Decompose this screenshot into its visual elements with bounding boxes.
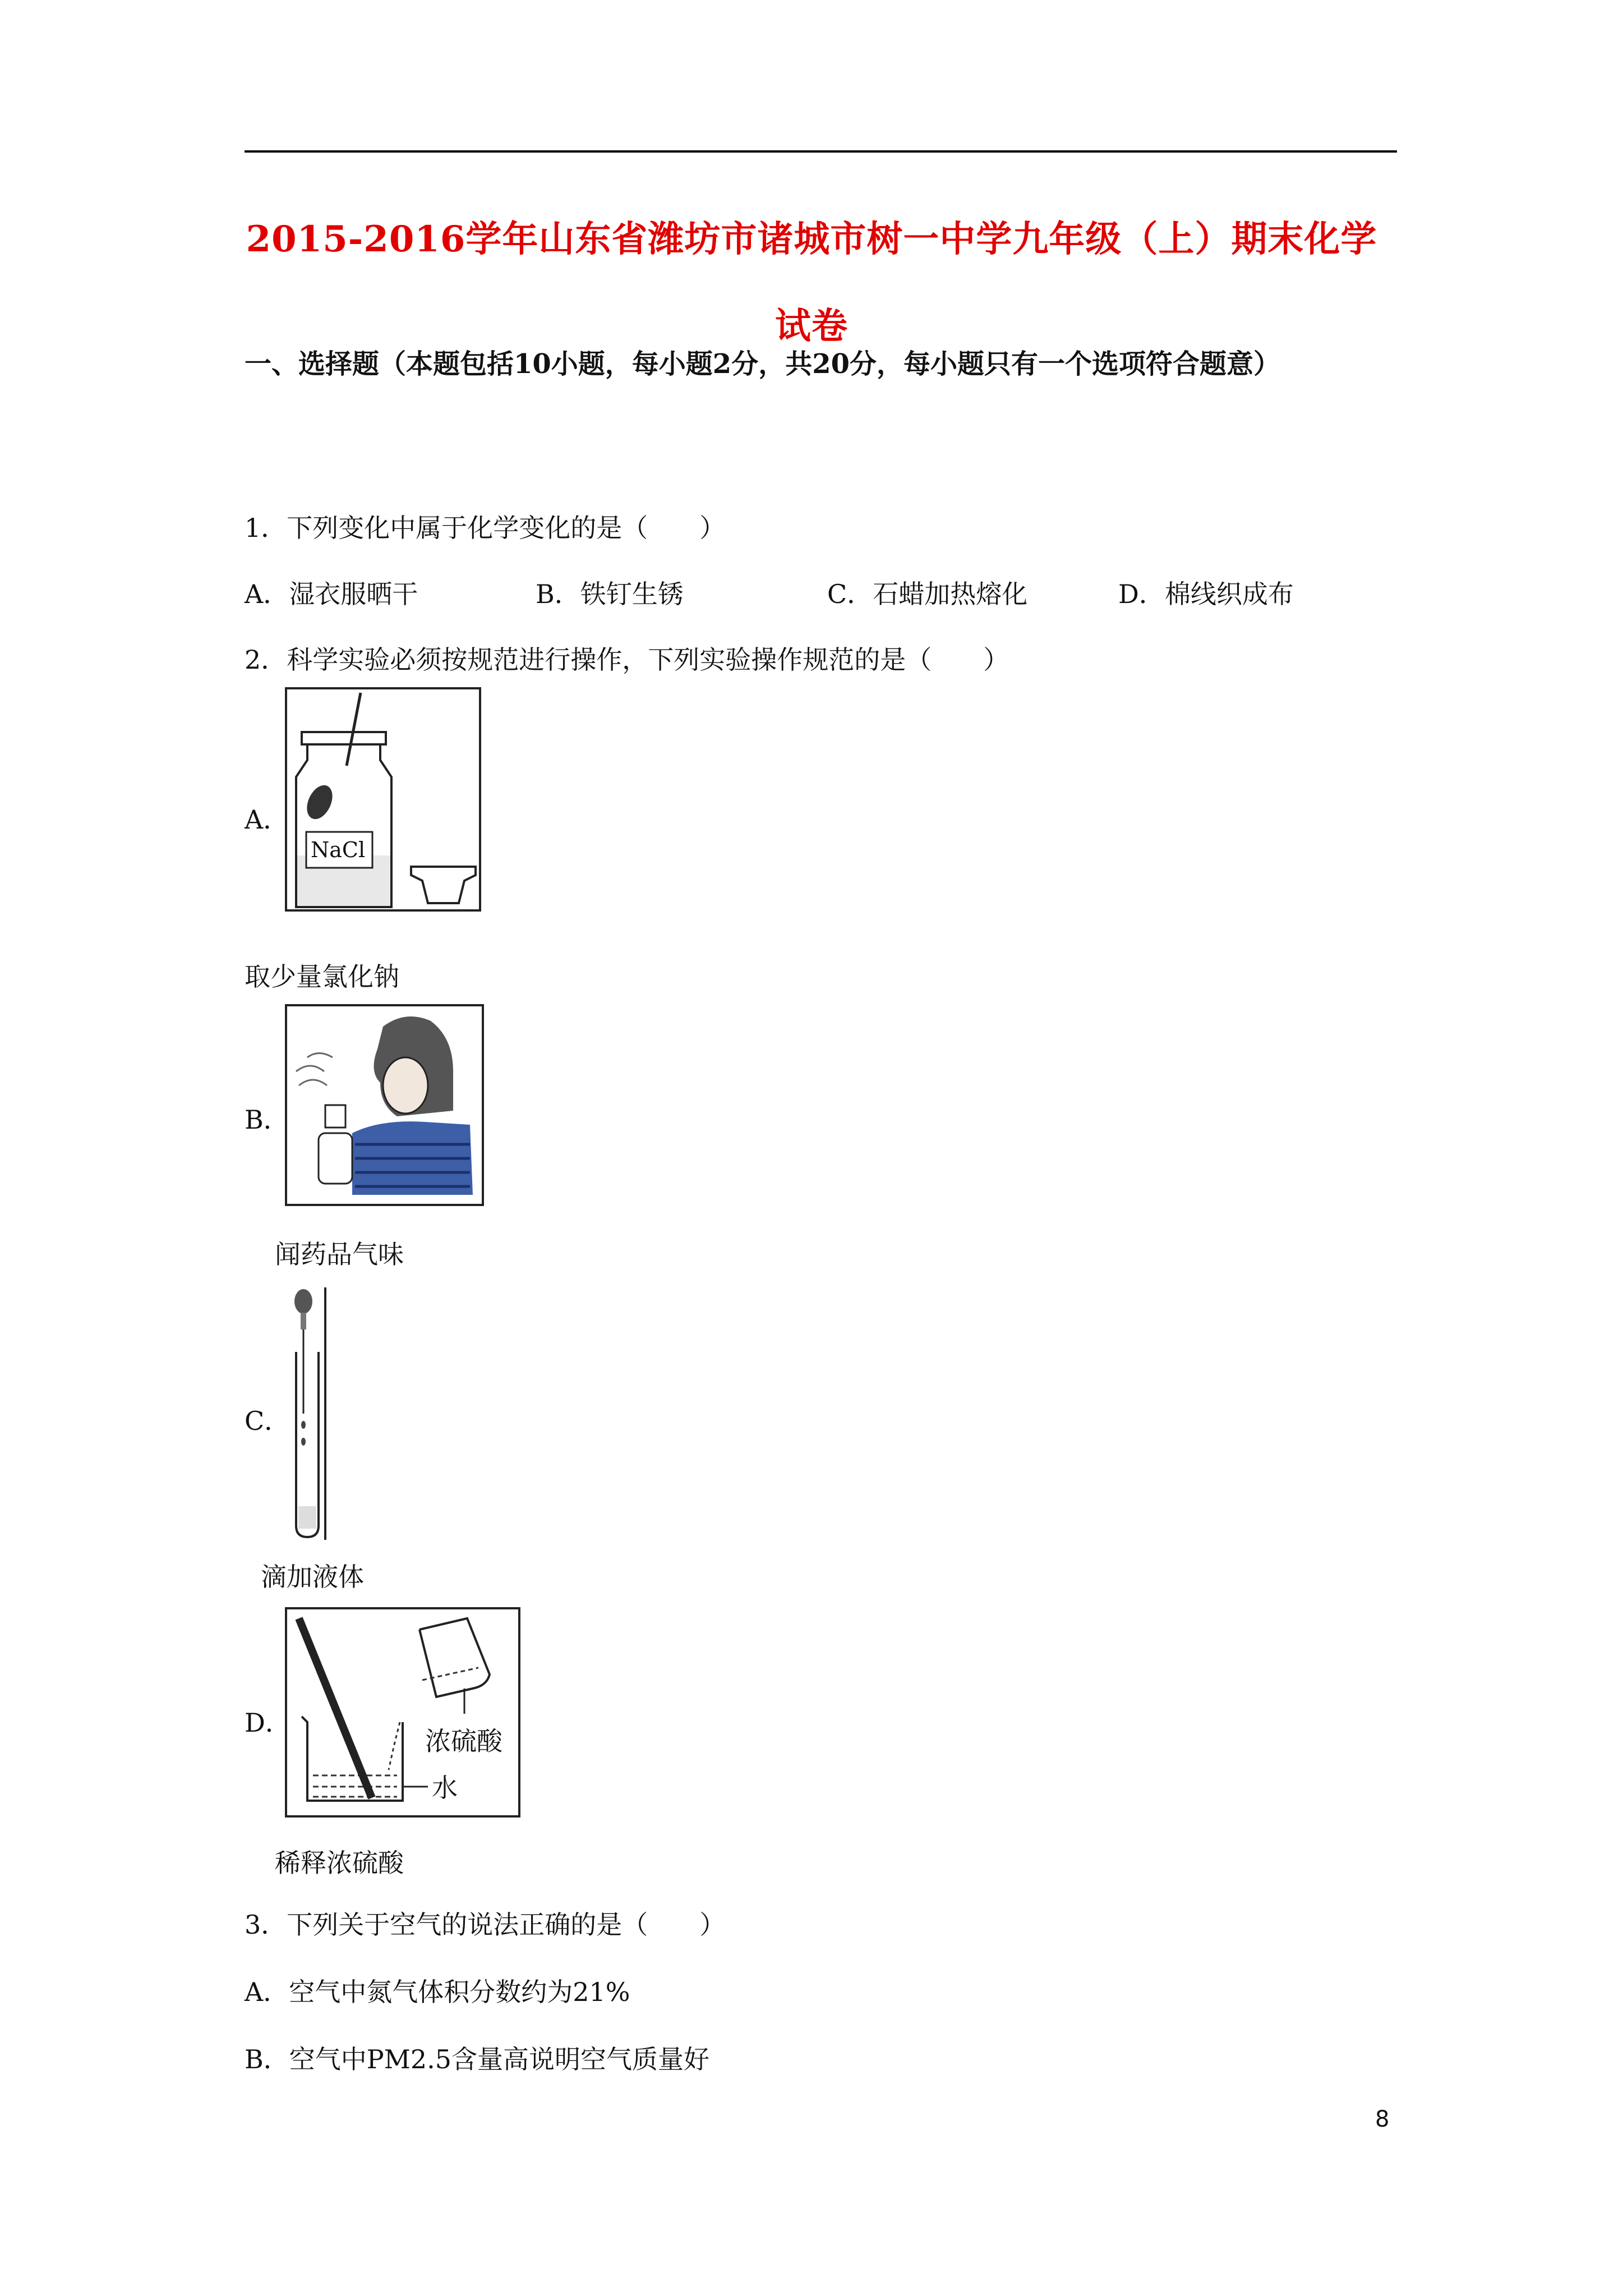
- smelling-figure: [285, 1004, 484, 1206]
- page-number: 8: [1375, 2106, 1390, 2132]
- question-1-option-c: C．石蜡加热熔化: [827, 579, 1028, 609]
- page-title-line2: 试卷: [775, 305, 848, 347]
- question-3-option-b: B．空气中PM2.5含量高说明空气质量好: [245, 2044, 710, 2074]
- question-2-stem: 2．科学实验必须按规范进行操作，下列实验操作规范的是（ ）: [245, 645, 1009, 675]
- header-rule: [245, 150, 1397, 153]
- water-label: 水: [432, 1773, 458, 1803]
- question-2-option-c-caption: 滴加液体: [261, 1562, 364, 1592]
- section-heading: 一、选择题（本题包括10小题，每小题2分，共20分，每小题只有一个选项符合题意）: [245, 348, 1280, 380]
- question-2-option-c-letter: C．: [245, 1406, 291, 1436]
- page-title-line1: 2015-2016学年山东省潍坊市诸城市树一中学九年级（上）期末化学: [246, 218, 1377, 260]
- reagent-bottle-figure: [285, 687, 481, 912]
- sulfuric-acid-label: 浓硫酸: [425, 1726, 502, 1756]
- dropper-test-tube-figure: [285, 1285, 341, 1543]
- question-1-option-b: B．铁钉生锈: [536, 579, 684, 609]
- question-2-option-d-letter: D．: [245, 1708, 291, 1738]
- question-1-option-a: A．湿衣服晒干: [245, 579, 418, 609]
- question-1-option-d: D．棉线织成布: [1118, 579, 1294, 609]
- question-3-option-a: A．空气中氮气体积分数约为21%: [245, 1977, 630, 2007]
- question-3-stem: 3．下列关于空气的说法正确的是（ ）: [245, 1910, 726, 1940]
- question-2-option-a-caption: 取少量氯化钠: [245, 961, 399, 992]
- dilution-figure: [285, 1607, 520, 1818]
- question-2-option-b-letter: B．: [245, 1105, 289, 1135]
- question-2-option-a-letter: A．: [245, 804, 289, 835]
- question-1-stem: 1．下列变化中属于化学变化的是（ ）: [245, 513, 726, 543]
- nacl-label: NaCl: [311, 838, 366, 862]
- question-2-option-d-caption: 稀释浓硫酸: [275, 1848, 404, 1878]
- question-2-option-b-caption: 闻药品气味: [275, 1239, 404, 1269]
